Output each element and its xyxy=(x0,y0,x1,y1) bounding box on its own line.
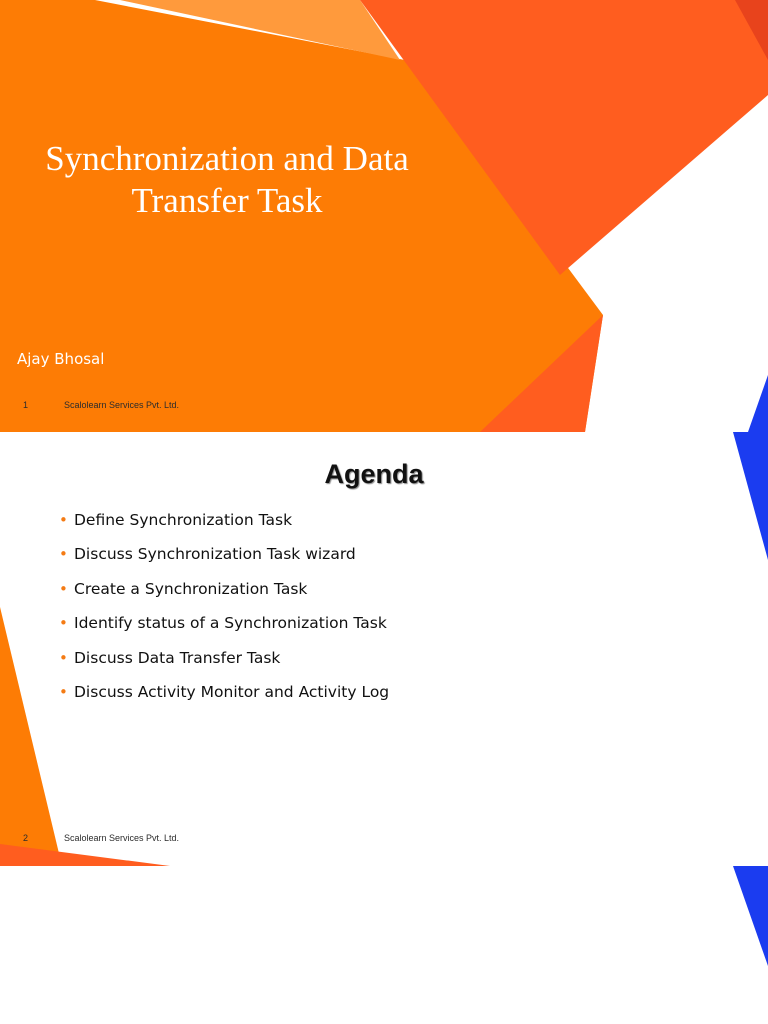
company-footer: Scalolearn Services Pvt. Ltd. xyxy=(64,833,180,843)
author-name: Ajay Bhosal xyxy=(17,350,105,368)
agenda-item-text: Discuss Activity Monitor and Activity Log xyxy=(74,682,390,701)
blue-right-shape xyxy=(733,432,768,560)
presentation-title: Synchronization and Data Transfer Task xyxy=(45,139,409,220)
agenda-item xyxy=(59,649,389,683)
slide-1-title xyxy=(0,0,768,432)
orange-left-shape xyxy=(0,607,62,866)
bullet-icon: • xyxy=(59,579,68,598)
agenda-heading: Agenda xyxy=(324,459,424,489)
slide-3-partial xyxy=(0,866,768,1024)
agenda-item xyxy=(59,614,389,648)
agenda-item xyxy=(59,511,389,545)
bullet-icon: • xyxy=(59,648,68,667)
bullet-icon: • xyxy=(59,614,68,633)
bullet-icon: • xyxy=(59,545,68,564)
agenda-item xyxy=(59,683,389,717)
agenda-item-text: Discuss Data Transfer Task xyxy=(74,648,281,667)
slide-number: 2 xyxy=(23,833,29,843)
agenda-item xyxy=(59,545,389,579)
agenda-item-text: Discuss Synchronization Task wizard xyxy=(74,545,356,564)
slide-2-agenda xyxy=(0,432,768,866)
company-footer: Scalolearn Services Pvt. Ltd. xyxy=(64,400,180,410)
blue-right-shape xyxy=(733,866,768,966)
blue-accent-shape xyxy=(748,375,768,432)
agenda-item-text: Identify status of a Synchronization Task xyxy=(74,614,387,633)
bullet-icon: • xyxy=(59,511,68,529)
slide-3-background-shapes xyxy=(0,866,768,1024)
slide-number: 1 xyxy=(23,400,29,410)
agenda-item xyxy=(59,580,389,614)
agenda-item-text: Create a Synchronization Task xyxy=(74,579,308,598)
agenda-item-text: Define Synchronization Task xyxy=(74,511,293,529)
bullet-icon: • xyxy=(59,682,68,701)
agenda-list xyxy=(59,511,389,717)
